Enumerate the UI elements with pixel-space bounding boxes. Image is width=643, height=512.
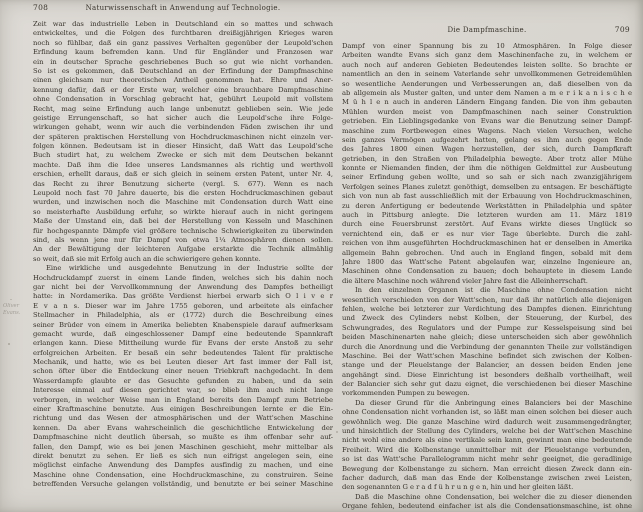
text-line: gewöhnlich weg. Die ganze Maschine wird dadurch weit zusammengedrängter, bbox=[342, 417, 632, 426]
text-line: M ü h l e n auch in anderen Ländern Eingang fanden. Die von ihm gebauten bbox=[342, 98, 632, 107]
text-line: Maschine. Bei der Watt'schen Maschine befindet sich zwischen der Kolben- bbox=[342, 351, 632, 360]
text-line: Daß die Maschine ohne Condensation, bei welcher die zu dieser dienenden bbox=[355, 492, 632, 501]
text-line: ohne Condensation in Vorschlag gebracht hat, gebührt Leupold mit vollstem bbox=[33, 95, 333, 104]
text-line: Organe fehlen, bedeutend einfacher ist als die Condensationsmaschine, ist ohne bbox=[342, 502, 632, 511]
text-line: so ist das Watt'sche Parallelogramm nicht mehr sehr geeignet, die geradlinige bbox=[342, 455, 632, 464]
text-line: für hochgespannte Dämpfe viel größere technische Schwierigkeiten zu überwinden bbox=[33, 226, 333, 235]
text-line: entwickeltes, und die Folgen des furchtbaren dreißigjährigen Krieges waren bbox=[33, 29, 333, 38]
text-line: wurden, und inzwischen noch die Maschine mit Condensation durch Watt eine bbox=[33, 198, 333, 207]
text-line: Recht, mag seine Erfindung auch lange unbenutzt geblieben sein. Wie jede bbox=[33, 104, 333, 113]
page-number-right: 709 bbox=[614, 25, 630, 34]
text-line: Leupold noch fast 70 Jahre dauerte, bis die ersten Hochdruckmaschinen gebaut bbox=[33, 189, 333, 198]
text-line: angehängt sind. Diese Einrichtung ist besonders deßhalb vortheilhaft, weil bbox=[342, 370, 632, 379]
page-body-right bbox=[342, 42, 632, 512]
text-line: Verfolgen seines Planes zuletzt genöthigt, demselben zu entsagen. Er beschäftigte bbox=[342, 182, 632, 191]
text-line: seiner Erfindung geben wollte, und so sah er sich nach zwanzigjährigem bbox=[342, 173, 632, 182]
text-line: allgemein Bahn gebrochen. Und auch in England fingen, sobald mit dem bbox=[342, 248, 632, 257]
text-line: hatte: in Nordamerika. Das größte Verdienst hierbei erwarb sich O l i v e r bbox=[33, 292, 333, 301]
text-line: nicht wohl eine andere als eine vertikale sein kann, gewinnt man eine bedeutende bbox=[342, 436, 632, 445]
text-line: stange und der Pleuelstange der Balancier, an dessen beiden Enden jene bbox=[342, 361, 632, 370]
text-line: Stellmacher in Philadelphia, als er (1772) durch die Beschreibung eines bbox=[33, 311, 333, 320]
paragraph bbox=[342, 286, 632, 399]
text-line: facher dadurch, daß man das Ende der Kolbenstange zwischen zwei Leisten, bbox=[342, 473, 632, 482]
text-line: Freiheit. Wird die Kolbenstange unmittelbar mit der Pleuelstange verbunden, bbox=[342, 445, 632, 454]
page-body-left bbox=[33, 20, 333, 490]
scan-speck bbox=[10, 299, 12, 300]
text-line: und hinsichtlich der Stellung des Cylinders, welche bei der Watt'schen Maschine bbox=[342, 427, 632, 436]
text-line: richtung und das Wesen der atmosphärischen und der Watt'schen Maschine bbox=[33, 414, 333, 423]
paragraph bbox=[342, 399, 632, 493]
text-line: maschine zum Fortbewegen eines Wagens. Nach vielen Versuchen, welche bbox=[342, 126, 632, 135]
text-line: Eine wirkliche und ausgedehnte Benutzung in der Industrie sollte der bbox=[46, 264, 333, 273]
text-line: einen gleichsam nur theoretischen Antheil genommen hat. Ehre und Aner- bbox=[33, 76, 333, 85]
text-line: so wesentliche Aenderungen und Verbesserungen an, daß dieselben von da bbox=[342, 79, 632, 88]
scan-speck bbox=[336, 431, 338, 433]
text-line: ein in deutscher Sprache geschriebenes Buch so gut wie nicht vorhanden. bbox=[33, 57, 333, 66]
text-line: wirkungen gehabt, wenn wir auch die verbindenden Fäden zwischen ihr und bbox=[33, 123, 333, 132]
text-line: Oliver bbox=[3, 303, 20, 309]
text-line: Bewegung der Kolbenstange zu sichern. Man erreicht diesen Zweck dann ein- bbox=[342, 464, 632, 473]
text-line: getrieben. Ein Lieblingsgedanke von Evans war die Benutzung seiner Dampf- bbox=[342, 117, 632, 126]
paragraph bbox=[33, 20, 333, 264]
text-line: fallen, den Dampf, wie es bei jenen Maschinen geschieht, mehr mittelbar als bbox=[33, 442, 333, 451]
text-line: auch in Pittsburg anlegte. Die letzteren wurden am 11. März 1819 bbox=[342, 211, 632, 220]
text-line: Interesse einmal auf diesen gerichtet war, so blieb ihm auch nicht lange bbox=[33, 386, 333, 395]
text-line: verborgen, in welcher Weise man in England bereits den Dampf zum Betriebe bbox=[33, 395, 333, 404]
text-line: In den einzelnen Organen ist die Maschine ohne Condensation nicht bbox=[355, 286, 632, 295]
scan-speck bbox=[8, 343, 10, 345]
text-line: so weit, daß sie mit Erfolg auch an die schwierigere gehen konnte. bbox=[33, 254, 261, 263]
text-line: Maschinen ohne Condensation zu bauen; doch behauptete in diesem Lande bbox=[342, 267, 632, 276]
text-line: Jahre 1800 das Watt'sche Patent abgelaufen war, einzelne Ingenieure an, bbox=[342, 257, 632, 266]
text-line: die ältere Maschine noch während vieler Jahre fast die Alleinherrschaft. bbox=[342, 276, 588, 285]
text-line: getrieben, in den Straßen von Philadelphia bewegte. Aber trotz aller Mühe bbox=[342, 154, 632, 163]
text-line: durch eine Feuersbrunst zerstört. Auf Evans wirkte dieses Unglück so bbox=[342, 220, 632, 229]
text-line: Maschine ohne Condensation, eine Hochdruckmaschine, zu construiren. Seine bbox=[33, 470, 333, 479]
text-line: reichen von ihm ausgeführten Hochdruckmaschinen hat er denselben in Amerika bbox=[342, 239, 632, 248]
text-line: konnte er Niemanden finden, der ihm die nöthigen Geldmittel zur Ausbeutung bbox=[342, 164, 632, 173]
text-line: Dampf von einer Spannung bis zu 10 Atmosphären. In Folge dieser bbox=[342, 42, 632, 50]
text-line: und Zweck des Cylinders nebst Kolben, der Steuerung, der Kurbel, des bbox=[342, 314, 632, 323]
text-line: Dampfmaschine nicht deutlich übersah, so mußte es ihm offenbar sehr auf- bbox=[33, 433, 333, 442]
paragraph bbox=[342, 42, 632, 286]
text-line: folgen können. Bedeutsam ist in dieser Hinsicht, daß Watt das Leupold'sche bbox=[33, 142, 333, 151]
text-line: auch noch auf anderen Gebieten Bedeutendes leisten sollte. So brachte er bbox=[342, 60, 632, 69]
text-line: betreffenden Versuche gelangen vollständig, und benutzte er bei seiner Maschine bbox=[33, 480, 333, 489]
text-line: möglichst einfache Anwendung des Dampfes ausfindig zu machen, und eine bbox=[33, 461, 333, 470]
text-line: Maße der Umstand ein, daß bei der Herstellung von Kesseln und Maschinen bbox=[33, 217, 333, 226]
text-line: geistige Errungenschaft, so hat sicher auch die Leupold'sche ihre Folge- bbox=[33, 113, 333, 122]
text-line: kennung dafür, daß er der Erste war, welcher eine brauchbare Dampfmaschine bbox=[33, 85, 333, 94]
text-line: ohne Condensation nicht vorhanden ist, so läßt man einen solchen bei dieser auch bbox=[342, 408, 632, 417]
text-line: beiden Maschinenarten nahe gleich; diese unterscheiden sich aber gewöhnlich bbox=[342, 333, 632, 342]
text-line: Arbeiten wandte Evans sich ganz dem Maschinenfache zu, in welchem er bbox=[342, 51, 632, 60]
text-line: Wasserdampfe glaubte er das Gesuchte gefunden zu haben, und da sein bbox=[33, 376, 333, 385]
text-line: der späteren praktischen Herstellung von Hochdruckmaschinen nicht einzeln ver- bbox=[33, 132, 333, 141]
text-line: noch so fühlbar, daß ein ganz passives Verhalten gegenüber der Leupold'schen bbox=[33, 38, 333, 47]
text-line: Erfindung kaum befremden kann. Und für Engländer und Franzosen war bbox=[33, 48, 333, 57]
text-line: sind, als wenn jene nur für Dampf von etwa 1¼ Atmosphären dienen sollen. bbox=[33, 235, 333, 244]
running-title-left: Naturwissenschaft in Anwendung auf Technologie. bbox=[85, 3, 281, 12]
text-line: ab allgemein als Muster galten, und unter dem Namen a m e r i k a n i s c h e bbox=[342, 88, 632, 97]
text-line: einer Kraftmaschine benutzte. Aus einigen Beschreibungen lernte er die Ein- bbox=[33, 405, 333, 414]
running-title-right: Die Dampfmaschine. bbox=[447, 25, 527, 34]
text-line: zu deren Anfertigung er bedeutende Werkstätten in Philadelphia und später bbox=[342, 201, 632, 210]
paragraph bbox=[33, 264, 333, 489]
text-line: Hochdruckdampf zuerst in einem Lande finden, welches sich bis dahin noch bbox=[33, 273, 333, 282]
text-line: sein ganzes Vermögen aufgezehrt hatten, gelang es ihm auch gegen Ende bbox=[342, 135, 632, 144]
text-line: erlangen kann. Diese Mittheilung wurde für Evans der erste Anstoß zu sehr bbox=[33, 339, 333, 348]
page-number-left: 708 bbox=[33, 3, 49, 12]
text-line: erfolgreichen Arbeiten. Er besaß ein sehr bedeutendes Talent für praktische bbox=[33, 348, 333, 357]
page-header-left bbox=[33, 3, 333, 13]
text-line: sich von nun ab fast ausschließlich mit der Erbauung von Hochdruckmaschinen, bbox=[342, 192, 632, 201]
text-line: des Jahres 1800 einen Wagen herzustellen, der sich, durch Dampfkraft bbox=[342, 145, 632, 154]
text-line: das Recht zu ihrer Benutzung sicherte (vergl. S. 677). Wenn es nach bbox=[33, 179, 333, 188]
text-line: durch die Anordnung und die Verbindung der genannten Theile zur vollständigen bbox=[342, 342, 632, 351]
margin-note-oliver-evans bbox=[3, 303, 31, 316]
text-line: der Balancier sich sehr gut dazu eignet, die verschiedenen bei dieser Maschine bbox=[342, 380, 632, 389]
text-line: Da dieser Grund für die Anbringung eines Balanciers bei der Maschine bbox=[355, 398, 632, 407]
text-line: Mechanik, und hatte, wie es bei Leuten dieser Art fast immer der Fall ist, bbox=[33, 358, 333, 367]
text-line: gar nicht bei der Vervollkommnung der Anwendung des Dampfes betheiligt bbox=[33, 282, 333, 291]
paragraph bbox=[342, 493, 632, 512]
text-line: kennen. Da aber Evans wahrscheinlich die geschichtliche Entwickelung der bbox=[33, 423, 333, 432]
text-line: wesentlich verschieden von der Watt'schen, nur daß ihr natürlich alle diejenigen bbox=[342, 295, 632, 304]
text-line: Schwungrades, des Regulators und der Pumpe zur Kesselspeisung sind bei bbox=[342, 323, 632, 332]
text-line: Mühlen wurden meist von Dampfmaschinen nach seiner Construktion bbox=[342, 107, 632, 116]
page-header-right bbox=[342, 25, 632, 35]
text-line: Zeit war das industrielle Leben in Deutschland ein so mattes und schwach bbox=[33, 20, 333, 28]
text-line: schon öfter über die Entdeckung einer neuen Triebkraft nachgedacht. In dem bbox=[33, 367, 333, 376]
text-line: direkt benutzt zu sehen. Er ließ es sich nun eifrigst angelegen sein, eine bbox=[33, 451, 333, 460]
page-left bbox=[33, 3, 333, 490]
text-line: fehlen, welche bei letzterer zur Verdichtung des Dampfes dienen. Einrichtung bbox=[342, 304, 632, 313]
page-right bbox=[342, 25, 632, 512]
text-line: Evans. bbox=[3, 309, 21, 316]
text-line: machte. Daß ihm die Idee unseres Landsmannes als richtig und werthvoll bbox=[33, 160, 333, 169]
text-line: E v a n s. Dieser war im Jahre 1755 geboren, und arbeitete als einfacher bbox=[33, 301, 333, 310]
text-line: so meisterhafte Ausbildung erfuhr, so wirkte hierauf auch in nicht geringem bbox=[33, 207, 333, 216]
text-line: namentlich an den in seinem Vaterlande sehr unvollkommenen Getreidemühlen bbox=[342, 70, 632, 79]
text-line: erschien, erhellt daraus, daß er sich gleich in seinem ersten Patent, unter Nr. 4, bbox=[33, 170, 333, 179]
text-line: den sogenannten G e r a d f ü h r u n g e n, hin und her gleiten läßt. bbox=[342, 483, 574, 492]
text-line: vorkommenden Pumpen zu bewegen. bbox=[342, 389, 470, 398]
text-line: seiner Brüder von einem in Amerika beliebten Knabenspiele darauf aufmerksam bbox=[33, 320, 333, 329]
text-line: An der Bewältigung der leichteren Aufgabe erstarkte die Technik allmählig bbox=[33, 245, 333, 254]
text-line: Buch studirt hat, zu welchem Zwecke er sich mit dem Deutschen bekannt bbox=[33, 151, 333, 160]
text-line: vernichtend ein, daß er es nur vier Tage überlebte. Durch die zahl- bbox=[342, 229, 632, 238]
text-line: So ist es gekommen, daß Deutschland an der Erfindung der Dampfmaschine bbox=[33, 66, 333, 75]
text-line: gemacht wurde, daß eingeschlossener Dampf eine bedeutende Spannkraft bbox=[33, 329, 333, 338]
